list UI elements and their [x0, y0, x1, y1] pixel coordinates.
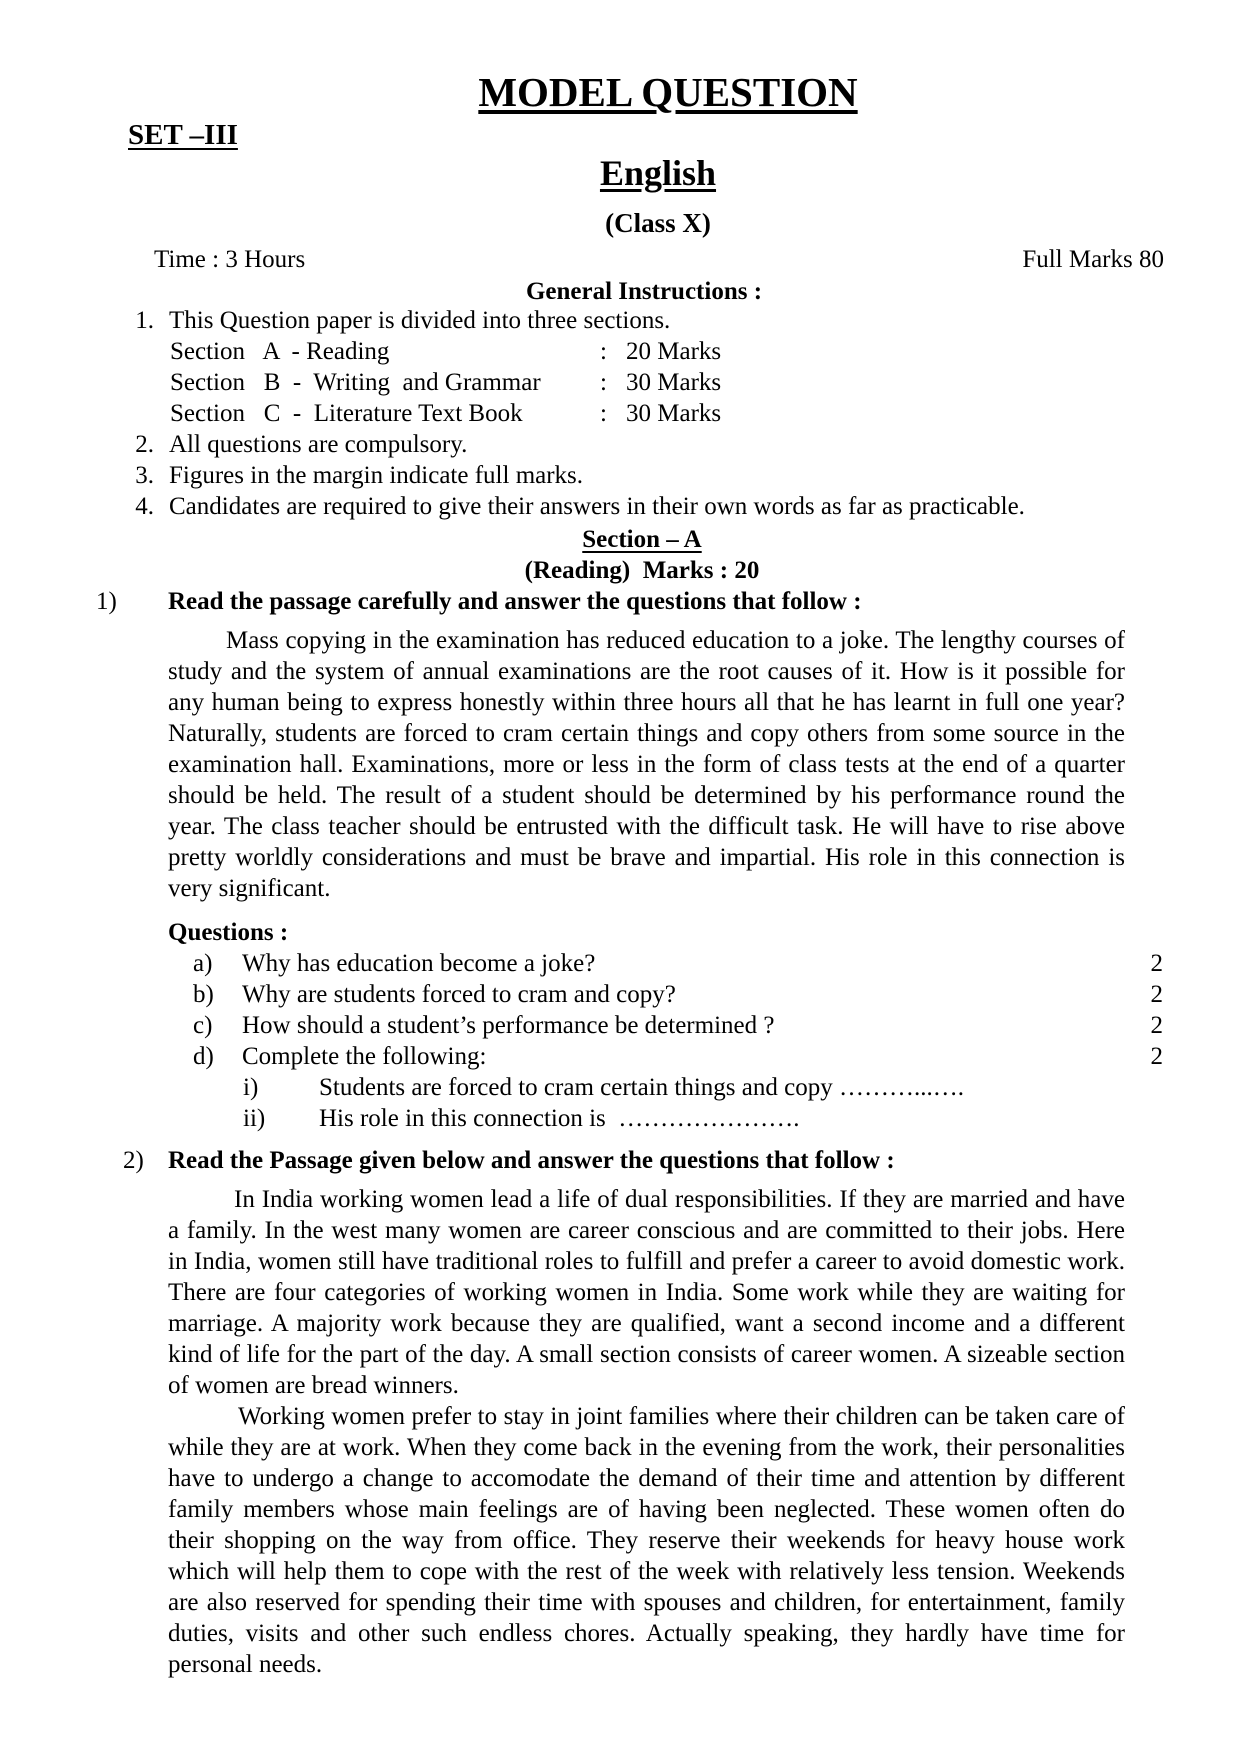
section-colon: : — [600, 369, 607, 396]
instruction-number: 3. — [135, 462, 154, 489]
set-label: SET –III — [128, 119, 238, 151]
section-colon: : — [600, 400, 607, 427]
question-heading-text: Read the Passage given below and answer the questions that follow : — [168, 1147, 895, 1174]
question-text: How should a student’s performance be determined ? — [242, 1012, 775, 1039]
general-instructions-title: General Instructions : — [525, 278, 763, 305]
instruction-text: This Question paper is divided into three sections. — [169, 307, 671, 334]
section-a-subtitle: (Reading) Marks : 20 — [524, 557, 760, 584]
question-item — [193, 979, 1163, 1010]
section-marks: 30 Marks — [626, 400, 722, 427]
page-title: MODEL QUESTION — [478, 69, 858, 115]
section-a-title: Section – A — [582, 526, 702, 553]
question-label: a) — [193, 950, 213, 977]
section-name: Section A - Reading — [170, 338, 390, 365]
instruction-text: Figures in the margin indicate full marks. — [169, 462, 584, 489]
instruction-text: Candidates are required to give their answers in their own words as far as practicable. — [169, 493, 1025, 520]
instruction-number: 1. — [135, 307, 154, 334]
sub-question-label: ii) — [243, 1105, 266, 1132]
section-colon: : — [600, 338, 607, 365]
question-label: d) — [193, 1043, 214, 1070]
question-item — [193, 1010, 1163, 1041]
question-label: c) — [193, 1012, 213, 1039]
section-marks: 30 Marks — [626, 369, 722, 396]
question-label: b) — [193, 981, 214, 1008]
question-item — [193, 948, 1163, 979]
question-number: 1) — [96, 588, 117, 615]
sub-question-text: His role in this connection is …………………. — [319, 1105, 800, 1132]
question-marks: 2 — [1150, 950, 1163, 977]
questions-label: Questions : — [168, 919, 289, 946]
question-text: Why has education become a joke? — [242, 950, 596, 977]
class-label: (Class X) — [605, 208, 711, 238]
full-marks-label: Full Marks 80 — [1022, 246, 1164, 273]
passage-1: Mass copying in the examination has reduced education to a joke. The lengthy courses of study and the system of annual examinations are the root causes of it. How is it possible for any human being to express honestly within three hours all that he has learnt in full one year? Naturally, students are forced to cram certain things and copy others from some source in the examination hall. Examinations, more or less in the form of class tests at the end of a quarter should be held. The result of a student should be determined by his performance round the year. The class teacher should be entrusted with the difficult task. He will have to rise above pretty worldly considerations and must be brave and impartial. His role in this connection is very significant. — [168, 627, 1125, 902]
passage-2-paragraph-2: Working women prefer to stay in joint families where their children can be taken care of while they are at work. When they come back in the evening from the work, their personalities have to undergo a change to accomodate the demand of their time and attention by different family members whose main feelings are of having been neglected. These women often do their shopping on the way from office. They reserve their weekends for heavy house work which will help them to cope with the rest of the week with relatively less tension. Weekends are also reserved for spending their time with spouses and children, for entertainment, family duties, visits and other such endless chores. Actually speaking, they hardly have time for personal needs. — [168, 1403, 1125, 1678]
section-marks: 20 Marks — [626, 338, 722, 365]
question-marks: 2 — [1150, 1012, 1163, 1039]
section-name: Section C - Literature Text Book — [170, 400, 523, 427]
passage-2-paragraph-1: In India working women lead a life of dual responsibilities. If they are married and have a family. In the west many women are career conscious and are committed to their jobs. Here in India, women still have traditional roles to fulfill and prefer a career to avoid domestic work. There are four categories of working women in India. Some work while they are waiting for marriage. A majority work because they are qualified, want a second income and a different kind of life for the part of the day. A small section consists of career women. A sizeable section of women are bread winners. — [168, 1186, 1125, 1399]
section-name: Section B - Writing and Grammar — [170, 369, 541, 396]
question-number: 2) — [123, 1147, 144, 1174]
question-marks: 2 — [1150, 1043, 1163, 1070]
question-heading-text: Read the passage carefully and answer the questions that follow : — [168, 588, 862, 615]
question-text: Complete the following: — [242, 1043, 487, 1070]
question-text: Why are students forced to cram and copy? — [242, 981, 676, 1008]
subject-title: English — [599, 153, 717, 193]
time-label: Time : 3 Hours — [154, 246, 306, 273]
question-item — [193, 1041, 1163, 1072]
instruction-number: 4. — [135, 493, 154, 520]
instruction-number: 2. — [135, 431, 154, 458]
sub-question-text: Students are forced to cram certain things and copy ………...…. — [319, 1074, 964, 1101]
question-marks: 2 — [1150, 981, 1163, 1008]
instruction-text: All questions are compulsory. — [169, 431, 468, 458]
sub-question-label: i) — [243, 1074, 259, 1101]
